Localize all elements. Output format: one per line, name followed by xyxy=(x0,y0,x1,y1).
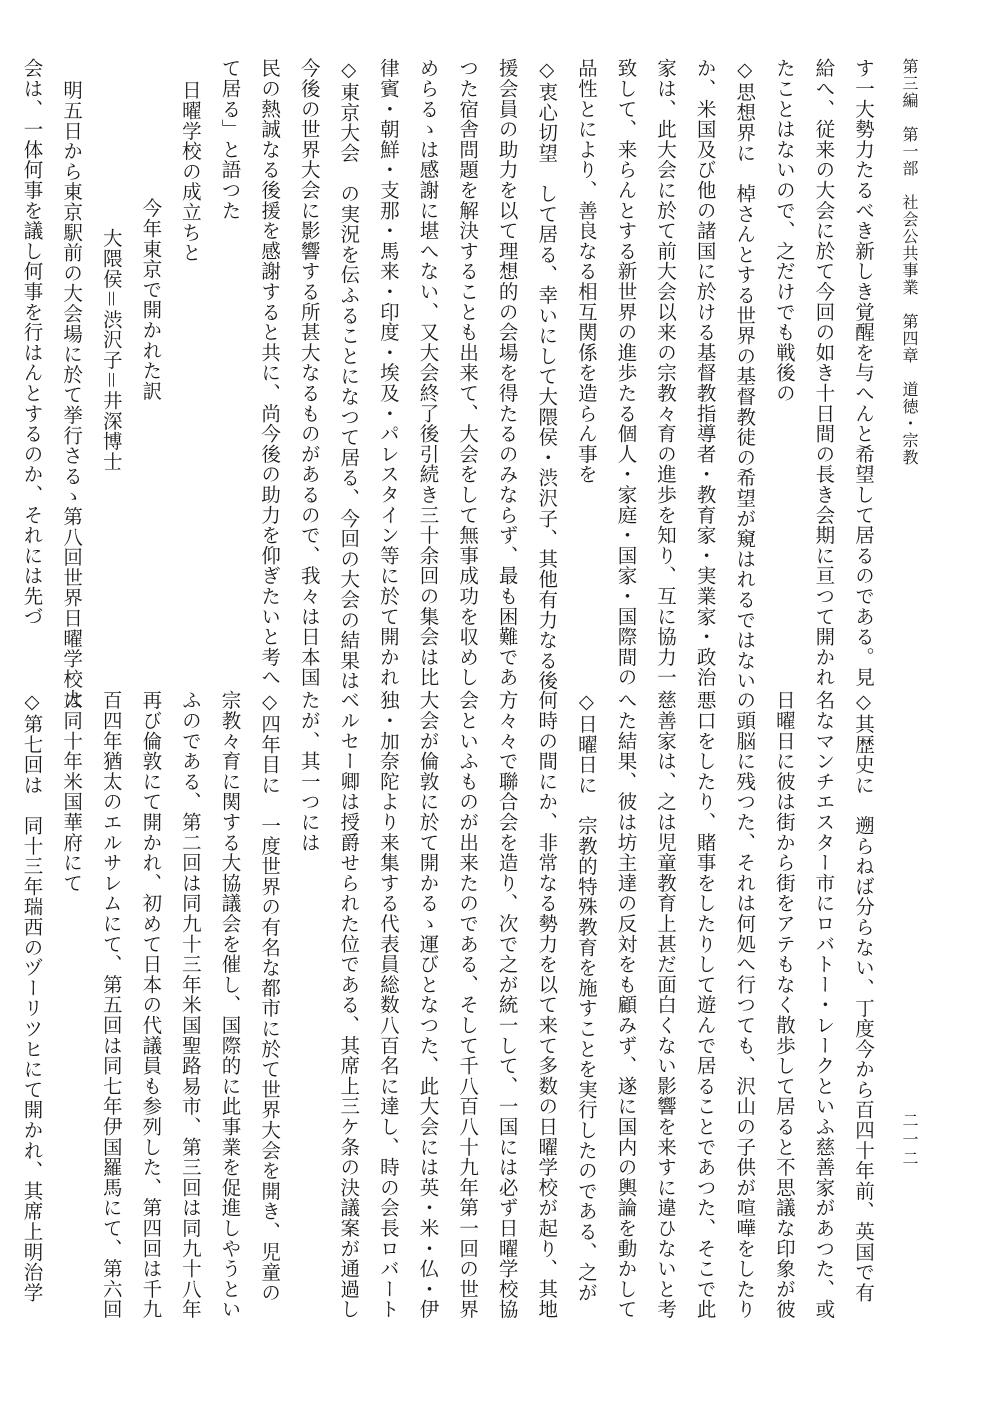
text-column: 慈善家は、之は児童教育上甚だ面白くない影響を来すに違ひないと考 xyxy=(654,690,678,1320)
text-column: 明五日から東京駅前の大会場に於て挙行さるゝ第八回世界日曜学校大 xyxy=(60,80,84,710)
text-column: たが、其一つには xyxy=(297,690,321,853)
text-column: 援会員の助力を以て理想的の会場を得たるのみならず、最も困難であ xyxy=(495,58,519,688)
text-column: の頭脳に残つた、それは何処へ行つても、沢山の子供が喧嘩をしたり xyxy=(733,690,757,1320)
text-column: 再び倫敦にて開かれ、初めて日本の代議員も参列した、第四回は千九 xyxy=(139,690,163,1320)
running-header: 第三編 第一部 社会公共事業 第四章 道徳・宗教 xyxy=(900,58,919,466)
text-column: 民の熱誠なる後援を感謝すると共に、尚今後の助力を仰ぎたいと考へ xyxy=(258,58,282,688)
text-column: 日曜日に彼は街から街をアテもなく散歩して居ると不思議な印象が彼 xyxy=(772,690,796,1320)
text-column: ◇日曜日に 宗教的特殊教育を施すことを実行したのである、之が xyxy=(574,690,598,1303)
text-column: か、米国及び他の諸国に於ける基督教指導者・教育家・実業家・政治 xyxy=(693,58,717,688)
text-column: 今後の世界大会に影響する所甚大なるものがあるので、我々は日本国 xyxy=(297,58,321,688)
headline-line-1: 日曜学校の成立ちと xyxy=(178,80,202,263)
headline-line-2: 今年東京で開かれた訳 xyxy=(139,198,163,401)
text-column: へた結果、彼は坊主達の反対をも顧みず、遂に国内の輿論を動かして xyxy=(614,690,638,1320)
text-column: す一大勢力たるべき新しき覚醒を与へんと希望して居るのである。見 xyxy=(852,58,875,688)
text-column: たことはないので、之だけでも戦後の xyxy=(772,58,796,404)
text-column: 宗教々育に関する大協議会を催し、国際的に此事業を促進しやうとい xyxy=(218,690,242,1320)
text-column: は同十年米国華府にて xyxy=(60,690,84,893)
headline-line-3: 大隈侯＝渋沢子＝井深博士 xyxy=(99,228,123,472)
text-column: めらるゝは感謝に堪へない、又大会終了後引続き三十余回の集会は比 xyxy=(416,58,440,688)
text-column: 大会が倫敦に於て開かるゝ運びとなつた、此大会には英・米・仏・伊 xyxy=(416,690,440,1320)
text-column: て居る」と語つた xyxy=(218,58,242,221)
lower-text-block xyxy=(20,690,883,1320)
text-column: 独・加奈陀より来集する代表員総数八百名に達し、時の会長ロバート xyxy=(376,690,400,1320)
text-column: 給へ、従来の大会に於て今回の如き十日間の長き会期に亘つて開かれ xyxy=(812,58,836,688)
text-column: ◇第七回は 同十三年瑞西のヅーリツヒにて開かれ、其席上明治学 xyxy=(20,690,44,1303)
text-column: 律賓・朝鮮・支那・馬来・印度・埃及・パレスタイン等に於て開かれ xyxy=(376,58,400,688)
text-column: 会といふものが出来たのである、そして千八百八十九年第一回の世界 xyxy=(456,690,480,1320)
text-column: 何時の間にか、非常なる勢力を以て来て多数の日曜学校が起り、其地 xyxy=(535,690,559,1320)
upper-text-block xyxy=(20,58,883,710)
text-column: ◇衷心切望 して居る、幸いにして大隈侯・渋沢子、其他有力なる後 xyxy=(535,58,559,691)
page-number: 二一二 xyxy=(900,1112,919,1169)
text-column: 名なマンチエスター市にロバトー・レークといふ慈善家があつた、或 xyxy=(812,690,836,1320)
text-column: ◇思想界に 棹さんとする世界の基督教徒の希望が窺はれるではない xyxy=(733,58,757,691)
text-column: ◇其歴史に 遡らねば分らない、丁度今から百四十年前、英国で有 xyxy=(852,690,875,1303)
text-column: ベルセー卿は授爵せられた位である、其席上三ケ条の決議案が通過し xyxy=(337,690,361,1320)
text-column: 方々々で聯合会を造り、次で之が統一して、一国には必ず日曜学校協 xyxy=(495,690,519,1320)
text-column: 品性とにより、善良なる相互関係を造らん事を xyxy=(574,58,598,485)
text-column: 家は、此大会に於て前大会以来の宗教々育の進歩を知り、互に協力一 xyxy=(654,58,678,688)
text-column: ◇東京大会 の実況を伝ふることになつて居る、今回の大会の結果は xyxy=(337,58,361,691)
text-column: ◇四年目に 一度世界の有名な都市に於て世界大会を開き、児童の xyxy=(258,690,282,1303)
text-column: 致して、来らんとする新世界の進歩たる個人・家庭・国家・国際間の xyxy=(614,58,638,688)
text-column: ふのである、第二回は同九十三年米国聖路易市、第三回は同九十八年 xyxy=(178,690,202,1320)
text-column: 会は、一体何事を議し何事を行はんとするのか、それには先づ xyxy=(20,58,44,627)
text-column: つた宿舎問題を解決することも出来て、大会をして無事成功を収めし xyxy=(456,58,480,688)
text-column: 悪口をしたり、賭事をしたりして遊んで居ることであつた、そこで此 xyxy=(693,690,717,1320)
text-column: 百四年猶太のエルサレムにて、第五回は同七年伊国羅馬にて、第六回 xyxy=(99,690,123,1320)
